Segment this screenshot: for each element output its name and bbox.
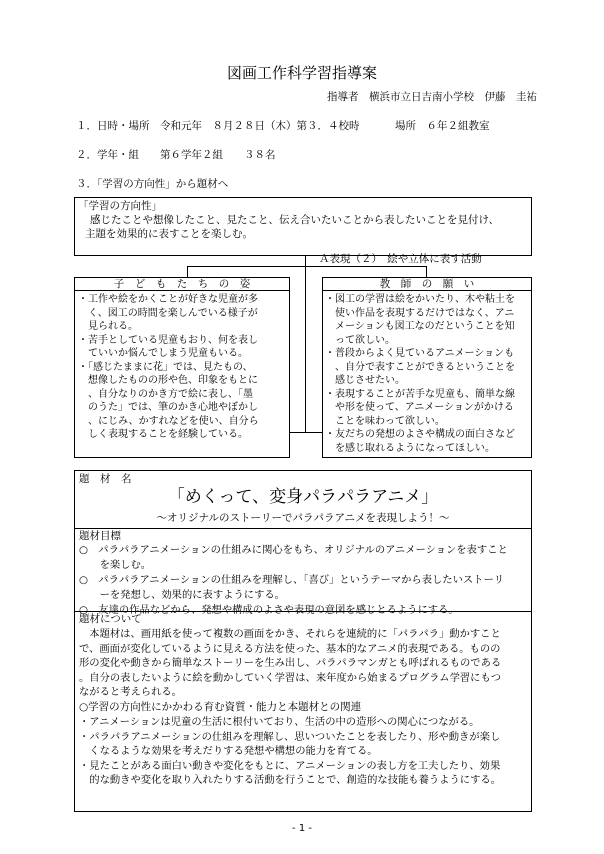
goal-item-line: ○ 友達の作品などから、発想や構成のよさや表現の意図を感じとるようにする。 — [79, 604, 459, 616]
direction-text-line1: 感じたことや想像したこと、見たこと、伝え合いたいことから表したいことを見付け、 — [90, 214, 500, 226]
connector-vertical — [305, 256, 306, 432]
teacher-list-item-line: 使い作品を表現するだけではなく、アニ — [325, 307, 515, 319]
goal-item-line: ○ パラパラアニメーションの仕組みに関心をもち、オリジナルのアニメーションを表すこと — [79, 544, 508, 556]
direction-label: 「学習の方向性」 — [78, 200, 162, 212]
teacher-list-item-line: ことを味わって欲しい。 — [325, 415, 445, 427]
date-place-line: １．日時・場所 令和元年 ８月２８日（木）第３．４校時 — [76, 120, 360, 132]
page-title: 図画工作科学習指導案 — [226, 64, 377, 82]
teacher-list-item-line: ・普段からよく見ているアニメーションも — [325, 348, 515, 359]
children-list-item-line: 想像したものの形や色、印象をもとに — [78, 375, 258, 386]
theme-label: 題 材 名 — [79, 473, 132, 485]
theme-name: 「めくって、変身パラパラアニメ」 — [167, 487, 439, 507]
direction-text-line2: 主題を効果的に表すことを楽しむ。 — [85, 228, 253, 240]
connector-horizontal — [187, 266, 426, 267]
connector-left-drop — [187, 266, 188, 277]
about-paragraph-line: 本題材は、画用紙を使って複数の画面をかき、それらを連続的に「パラパラ」動かすこと — [79, 628, 501, 640]
about-bullet-item-line: 的な動きや変化を取り入れたりする活動を行うことで、創造的な技能も養うようにする。 — [79, 774, 501, 786]
children-list-item-line: ていいか悩んでしまう児童もいる。 — [78, 348, 248, 359]
children-list-item-line: く、図工の時間を楽しんでいる様子が — [78, 307, 258, 319]
classroom-place: 場所 ６年２組教室 — [395, 120, 490, 132]
teacher-list-item-line: や形を使って、アニメーションがかける — [325, 402, 514, 413]
connector-bottom — [290, 432, 322, 433]
children-list-item-line: しく表現することを経験している。 — [78, 429, 248, 440]
children-header: 子 ど も た ち の 姿 — [113, 278, 251, 290]
children-list-item-line: ・「感じたままに花」では、見たもの、 — [78, 361, 253, 373]
divider-about — [74, 611, 532, 612]
connector-right-drop — [426, 266, 427, 277]
about-paragraph-line: で、画面が変化しているように見える方法を使った、基本的なアニメ的表現である。ものの — [79, 642, 501, 655]
goal-item-line: ーを発想し、効果的に表すようにする。 — [79, 589, 285, 601]
children-list-item-line: ・工作や絵をかくことが好きな児童が多 — [78, 294, 258, 305]
teacher-list-item-line: を感じ取れるようになってほしい。 — [325, 442, 495, 454]
children-list-item-line: 、にじみ、かすれなどを使い、自分ら — [78, 415, 259, 427]
teacher-list-item-line: ・表現することが苦手な児童も、簡単な線 — [325, 388, 515, 400]
about-paragraph-line: ながると考えられる。 — [79, 686, 182, 698]
instructor-line: 指導者 横浜市立日吉南小学校 伊藤 圭祐 — [327, 91, 537, 103]
children-list-item-line: 見られる。 — [78, 321, 138, 332]
expression-activity: Ａ表現（２） 絵や立体に表す活動 — [319, 253, 482, 265]
grade-class-line: ２．学年・組 第６学年２組 ３８名 — [76, 149, 276, 161]
teacher-list-item-line: ・友だちの発想のよさや構成の面白さなど — [325, 429, 515, 440]
goal-item — [79, 543, 508, 573]
about-paragraph-line: 。自分の表したいように絵を動かしていく学習は、来年度から始まるプログラム学習にもつ — [79, 671, 502, 684]
about-bullet-item-line: ・パラパラアニメーションの仕組みを理解し、思いついたことを表したり、形や動きが楽し — [79, 730, 501, 743]
teacher-list-item-line: ・図工の学習は絵をかいたり、木や粘土を — [325, 294, 515, 305]
about-bullets — [79, 715, 501, 788]
teacher-list-item — [325, 428, 515, 455]
divider-goals — [74, 528, 532, 529]
teacher-list-item — [325, 388, 515, 429]
teacher-list-item — [325, 293, 515, 347]
goal-item — [79, 573, 508, 603]
about-bullet-item-line: ・アニメーションは児童の生活に根付いており、生活の中の造形への関心につながる。 — [79, 716, 480, 728]
about-label: 題材について — [79, 613, 142, 625]
about-bullet-item-line: ・見たことがある面白い動きや変化をもとに、アニメーションの表し方を工夫したり、効果 — [79, 759, 501, 772]
about-bullet-item-line: くなるような効果を考えだりする発想や構想の能力を育てる。 — [79, 745, 378, 757]
teacher-list-item-line: 感じさせたい。 — [325, 375, 405, 386]
about-subheading: ○学習の方向性にかかわる育む資質・能力と本題材との関連 — [79, 701, 362, 713]
theme-subtitle: ～オリジナルのストーリーでパラパラアニメを表現しよう！～ — [156, 512, 450, 524]
teacher-list — [325, 293, 515, 455]
children-list-item-line: 、自分なりのかき方で絵に表し、「墨 — [78, 388, 253, 400]
goal-item-line: を楽しむ。 — [79, 559, 152, 571]
goals-label: 題材目標 — [79, 530, 121, 542]
about-bullet-item — [79, 759, 501, 788]
page-number: - 1 - — [292, 823, 312, 834]
goals-list — [79, 543, 508, 618]
about-bullet-item — [79, 715, 501, 730]
about-bullet-item — [79, 730, 501, 759]
children-list-item-line: ・苦手としている児童もおり、何を表し — [78, 334, 258, 346]
about-paragraph-line: 形の変化や動きから簡単なストーリーを生み出し、パラパラマンガとも呼ばれるものである — [79, 657, 502, 669]
children-list-item — [78, 361, 259, 442]
children-list-item — [78, 334, 259, 361]
teacher-header: 教 師 の 願 い — [379, 278, 475, 290]
children-list-item — [78, 293, 259, 334]
teacher-list-item-line: メーションも図工なのだということを知 — [325, 321, 515, 332]
teacher-list-item-line: って欲しい。 — [325, 334, 395, 346]
about-paragraph — [79, 627, 501, 700]
section3-heading: ３．「学習の方向性」から題材へ — [76, 178, 229, 190]
teacher-list-item — [325, 347, 515, 388]
goal-item-line: ○ パラパラアニメーションの仕組みを理解し、「喜び」というテーマから表したいストーリ — [79, 574, 505, 586]
teacher-list-item-line: 、自分で表すことができるということを — [325, 361, 515, 373]
children-list — [78, 293, 259, 442]
children-list-item-line: のうた」では、筆のかき心地やぼかし — [78, 402, 258, 413]
